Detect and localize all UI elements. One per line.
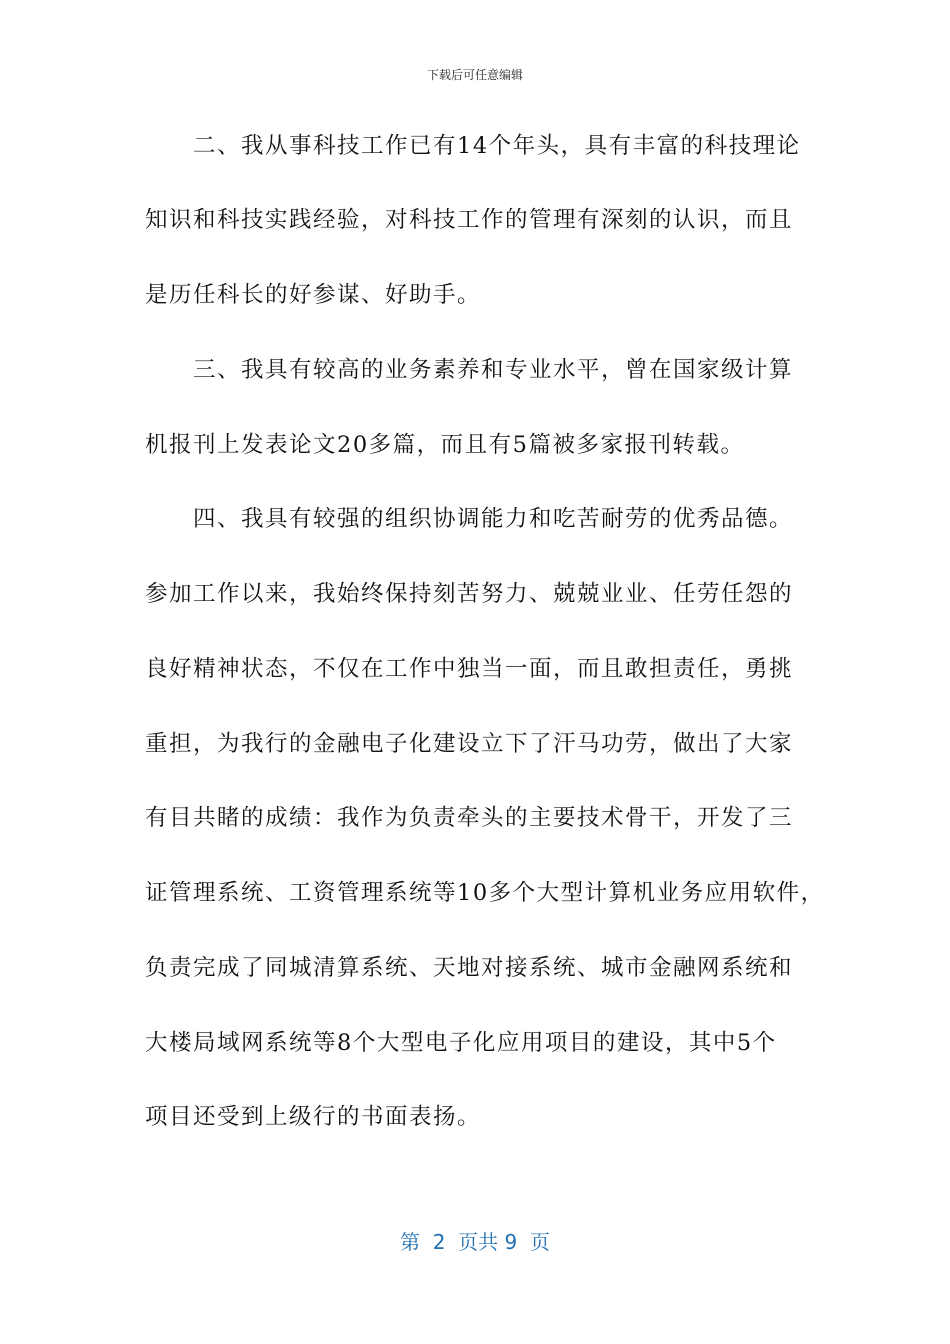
body-line: 证管理系统、工资管理系统等10多个大型计算机业务应用软件， [145, 880, 825, 906]
body-line: 重担，为我行的金融电子化建设立下了汗马功劳，做出了大家 [145, 731, 794, 757]
body-line: 有目共睹的成绩：我作为负责牵头的主要技术骨干，开发了三 [145, 805, 794, 831]
body-line: 负责完成了同城清算系统、天地对接系统、城市金融网系统和 [145, 955, 794, 981]
body-line: 机报刊上发表论文20多篇，而且有5篇被多家报刊转载。 [145, 432, 745, 458]
body-line: 四、我具有较强的组织协调能力和吃苦耐劳的优秀品德。 [145, 506, 794, 532]
body-line: 良好精神状态，不仅在工作中独当一面，而且敢担责任，勇挑 [145, 656, 794, 682]
page-header: 下载后可任意编辑 [426, 68, 523, 82]
body-line: 是历任科长的好参谋、好助手。 [145, 282, 482, 308]
body-line: 三、我具有较高的业务素养和专业水平，曾在国家级计算 [145, 357, 794, 383]
body-line: 二、我从事科技工作已有14个年头，具有丰富的科技理论 [145, 133, 801, 159]
body-line: 参加工作以来，我始终保持刻苦努力、兢兢业业、任劳任怨的 [145, 581, 794, 607]
body-line: 项目还受到上级行的书面表扬。 [145, 1104, 482, 1130]
page-footer: 第 2 页共 9 页 [400, 1230, 550, 1254]
body-line: 知识和科技实践经验，对科技工作的管理有深刻的认识，而且 [145, 207, 794, 233]
body-line: 大楼局域网系统等8个大型电子化应用项目的建设，其中5个 [145, 1030, 777, 1056]
